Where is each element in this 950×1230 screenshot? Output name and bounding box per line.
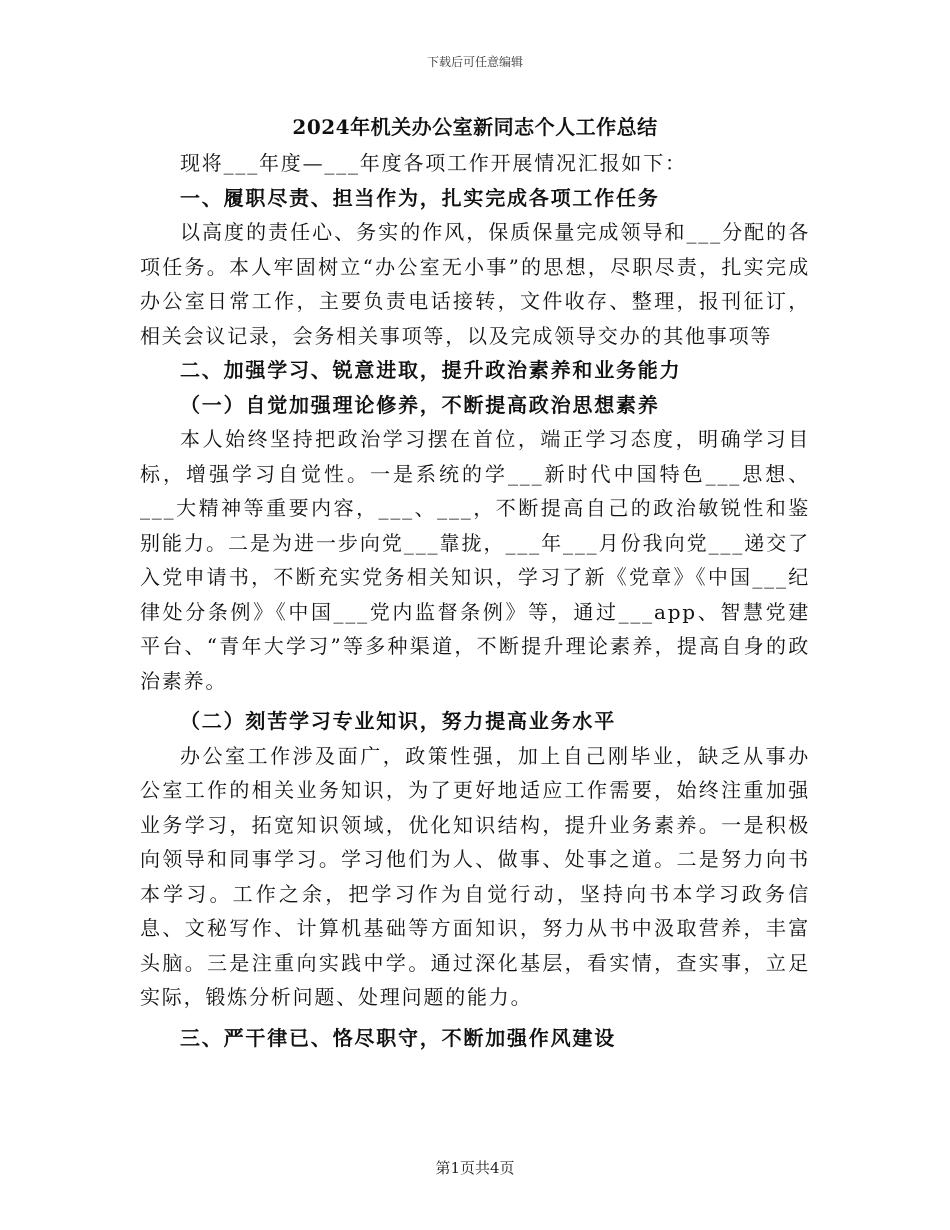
page-header-note: 下载后可任意编辑	[426, 55, 523, 69]
document-body	[140, 146, 810, 1055]
section-1-paragraph: 以高度的责任心、务实的作风，保质保量完成领导和___分配的各项任务。本人牢固树立“办公室无小事”的思想，尽职尽责，扎实完成办公室日常工作，主要负责电话接转，文件收存、整理，报刊征订，相关会议记录，会务相关事项等，以及完成领导交办的其他事项等	[140, 220, 810, 348]
section-3-heading: 三、严干律已、恪尽职守，不断加强作风建设	[180, 1025, 616, 1050]
page-number: 第1页共4页	[435, 1159, 515, 1177]
intro-paragraph: 现将___年度—___年度各项工作开展情况汇报如下：	[180, 151, 687, 175]
section-2-sub-2-paragraph: 办公室工作涉及面广，政策性强，加上自己刚毕业，缺乏从事办公室工作的相关业务知识，为了更好地适应工作需要，始终注重加强业务学习，拓宽知识领域，优化知识结构，提升业务素养。一是积极向领导和同事学习。学习他们为人、做事、处事之道。二是努力向书本学习。工作之余，把学习作为自觉行动，坚持向书本学习政务信息、文秘写作、计算机基础等方面知识，努力从书中汲取营养，丰富头脑。三是注重向实践中学。通过深化基层，看实情，查实事，立足实际，锻炼分析问题、处理问题的能力。	[140, 743, 810, 1009]
section-2-sub-2-heading: （二）刻苦学习专业知识，努力提高业务水平	[180, 709, 616, 733]
section-1-heading: 一、履职尽责、担当作为，扎实完成各项工作任务	[180, 185, 660, 210]
section-2-sub-1-paragraph: 本人始终坚持把政治学习摆在首位，端正学习态度，明确学习目标，增强学习自觉性。一是系统的学___新时代中国特色___思想、___大精神等重要内容，___、___，不断提高自己的政治敏锐性和鉴别能力。二是为进一步向党___靠拢，___年___月份我向党___递交了入党申请书，不断充实党务相关知识，学习了新《党章》《中国___纪律处分条例》《中国___党内监督条例》等，通过___app、智慧党建平台、“青年大学习”等多种渠道，不断提升理论素养，提高自身的政治素养。	[140, 427, 810, 693]
document-title: 2024年机关办公室新同志个人工作总结	[292, 115, 658, 139]
section-2-heading: 二、加强学习、锐意进取，提升政治素养和业务能力	[180, 358, 682, 382]
section-2-sub-1-heading: （一）自觉加强理论修养，不断提高政治思想素养	[180, 392, 660, 417]
